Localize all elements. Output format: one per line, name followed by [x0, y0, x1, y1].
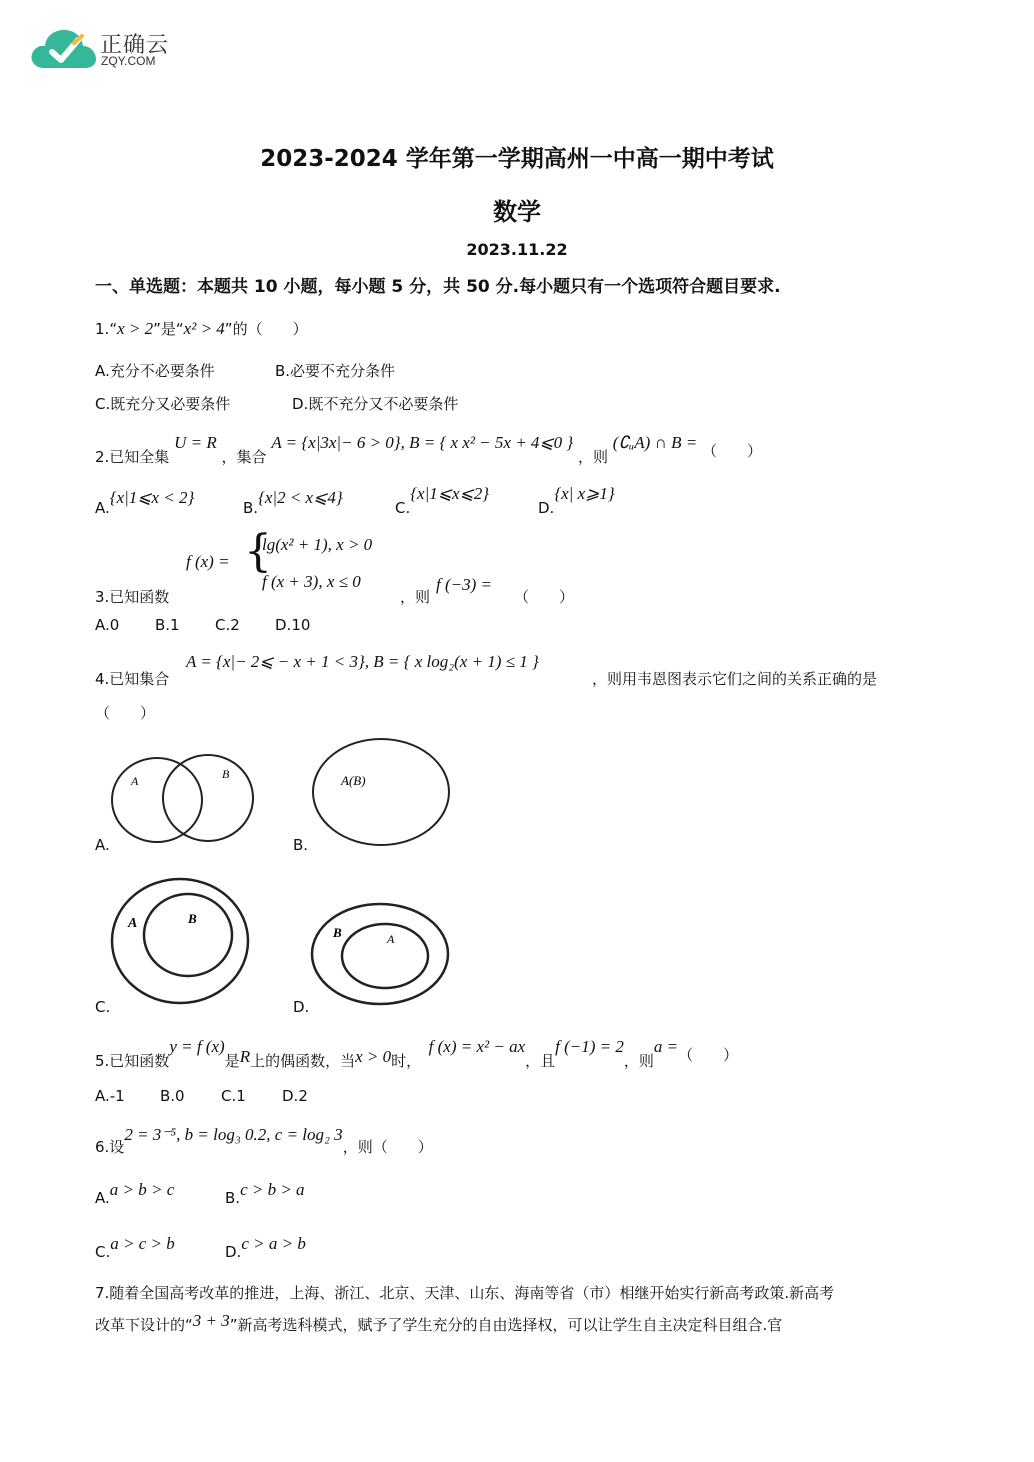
option-label: C. [395, 499, 411, 517]
math-expr: a > b > c [109, 1180, 175, 1199]
math-expr: a > c > b [110, 1234, 175, 1253]
option-d: D.10 [275, 616, 311, 634]
math-expr: x > 0 [355, 1047, 392, 1066]
option-b: B.必要不充分条件 [275, 362, 396, 380]
math-expr: f (−1) = 2 [555, 1037, 624, 1056]
option-label: D. [225, 1243, 242, 1261]
question-6 [95, 1124, 433, 1156]
question-text: 时， [391, 1052, 414, 1070]
set-label: A [128, 916, 138, 931]
set-label: A(B) [341, 773, 366, 788]
question-7-line-2 [95, 1310, 783, 1334]
exam-date: 2023.11.22 [466, 240, 568, 259]
math-expr: 2 = 3⁻⁵, b = log₃ 0.2, c = log₂ 3 [124, 1125, 343, 1144]
question-3-prefix: 3.已知函数 [95, 588, 170, 606]
option-b: B.0 [160, 1087, 185, 1105]
section-heading: 一、单选题：本题共 10 小题，每小题 5 分，共 50 分.每小题只有一个选项符合题目要求. [95, 277, 781, 297]
figure-label-c: C. [95, 998, 111, 1016]
question-text: ，则（ ） [342, 1138, 433, 1156]
math-expr: y = f (x) [169, 1037, 225, 1056]
piecewise-brace: { [244, 526, 272, 577]
answer-paren: （ ） [701, 442, 762, 460]
option-d: D.既不充分又不必要条件 [292, 395, 459, 413]
subject-title: 数学 [493, 198, 541, 226]
set-label: B [222, 767, 230, 781]
question-number: 1. [95, 320, 110, 338]
question-text: ”新高考选科模式，赋予了学生充分的自由选择权，可以让学生自主决定科目组合.官 [229, 1316, 783, 1334]
option-c [395, 484, 490, 517]
math-expr: {x|1⩽x < 2} [109, 488, 195, 507]
math-expr: {x| x⩾1} [554, 484, 615, 503]
option-label: C. [95, 1243, 111, 1261]
question-text: ，则 [623, 1052, 654, 1070]
option-d [225, 1234, 306, 1261]
math-expr: {x|1⩽x⩽2} [410, 484, 490, 503]
figure-label-b: B. [293, 836, 309, 854]
math-expr: {x|2 < x⩽4} [258, 488, 343, 507]
set-label: A [387, 932, 395, 946]
option-c: C.1 [221, 1087, 246, 1105]
piecewise-case-2: f (x + 3), x ≤ 0 [262, 572, 361, 591]
option-a: A.-1 [95, 1087, 125, 1105]
math-expr: c > b > a [240, 1180, 305, 1199]
answer-paren: （ ） [678, 1046, 739, 1064]
option-label: A. [95, 1189, 110, 1207]
question-text: ，且 [525, 1052, 556, 1070]
math-expr: a = [653, 1037, 679, 1056]
option-label: D. [538, 499, 555, 517]
option-b: B.1 [155, 616, 180, 634]
zqy-logo [30, 24, 190, 74]
question-1: 1.“x > 2”是“x² > 4”的（ ） [95, 319, 308, 338]
question-text: 是 [224, 1052, 240, 1070]
question-5 [95, 1036, 739, 1070]
piecewise-case-1: lg(x² + 1), x > 0 [262, 535, 373, 554]
math-expr: f (x) = x² − ax [428, 1037, 526, 1056]
option-a [95, 488, 195, 517]
math-expr: x² > 4 [183, 319, 225, 338]
math-expr: x > 2 [117, 319, 154, 338]
option-label: B. [225, 1189, 241, 1207]
question-text: ，集合 [221, 448, 267, 466]
option-c: C.2 [215, 616, 240, 634]
option-b [225, 1180, 305, 1207]
option-a: A.充分不必要条件 [95, 362, 215, 380]
answer-paren: （ ） [514, 588, 575, 606]
question-text: ，则 [400, 588, 431, 606]
math-expr: f (−3) = [436, 575, 492, 594]
math-expr: A = {x|− 2⩽ − x + 1 < 3}, B = { x log₂(x + 1) ≤ 1 } [186, 652, 539, 671]
question-2 [95, 432, 762, 466]
question-text: ，则用韦恩图表示它们之间的关系正确的是 [592, 670, 878, 688]
exam-title: 2023-2024 学年第一学期高州一中高一期中考试 [260, 146, 774, 172]
question-text: 上的偶函数，当 [250, 1052, 356, 1070]
option-a: A.0 [95, 616, 120, 634]
logo-domain: ZQY.COM [101, 54, 156, 68]
set-label: B [188, 911, 197, 926]
math-expr: 3 + 3 [192, 1311, 230, 1330]
math-expr: R [239, 1047, 251, 1066]
venn-diagram-a [105, 745, 260, 850]
set-label: B [333, 925, 342, 940]
question-tail: ”的（ ） [224, 320, 308, 338]
option-a [95, 1180, 175, 1207]
math-expr: A = {x|3x|− 6 > 0}, B = { x x² − 5x + 4⩽0 } [271, 433, 574, 452]
option-c [95, 1234, 175, 1261]
option-d: D.2 [282, 1087, 308, 1105]
question-text: 2.已知全集 [95, 448, 170, 466]
math-expr: U = R [174, 433, 217, 452]
question-4-prefix: 4.已知集合 [95, 670, 170, 688]
question-text: 改革下设计的“ [95, 1316, 193, 1334]
venn-diagram-b [308, 735, 458, 850]
question-text: 6.设 [95, 1138, 125, 1156]
option-c: C.既充分又必要条件 [95, 395, 231, 413]
question-text: ，则 [578, 448, 609, 466]
cloud-check-icon [30, 24, 98, 72]
answer-paren: （ ） [95, 704, 156, 722]
question-7-line-1: 7.随着全国高考改革的推进，上海、浙江、北京、天津、山东、海南等省（市）相继开始实行新高考政策.新高考 [95, 1284, 835, 1302]
math-expr: c > a > b [241, 1234, 306, 1253]
option-label: B. [243, 499, 259, 517]
piecewise-lhs: f (x) = [186, 552, 230, 571]
venn-diagram-c [108, 875, 256, 1007]
figure-label-a: A. [95, 836, 110, 854]
venn-diagram-d [308, 900, 453, 1008]
option-label: A. [95, 499, 110, 517]
option-d [538, 484, 615, 517]
math-expr: (∁ᵤA) ∩ B = [612, 433, 698, 452]
figure-label-d: D. [293, 998, 310, 1016]
logo-text: 正确云 [100, 33, 170, 58]
option-b [243, 488, 343, 517]
set-label: A [131, 774, 139, 788]
question-text: 5.已知函数 [95, 1052, 170, 1070]
